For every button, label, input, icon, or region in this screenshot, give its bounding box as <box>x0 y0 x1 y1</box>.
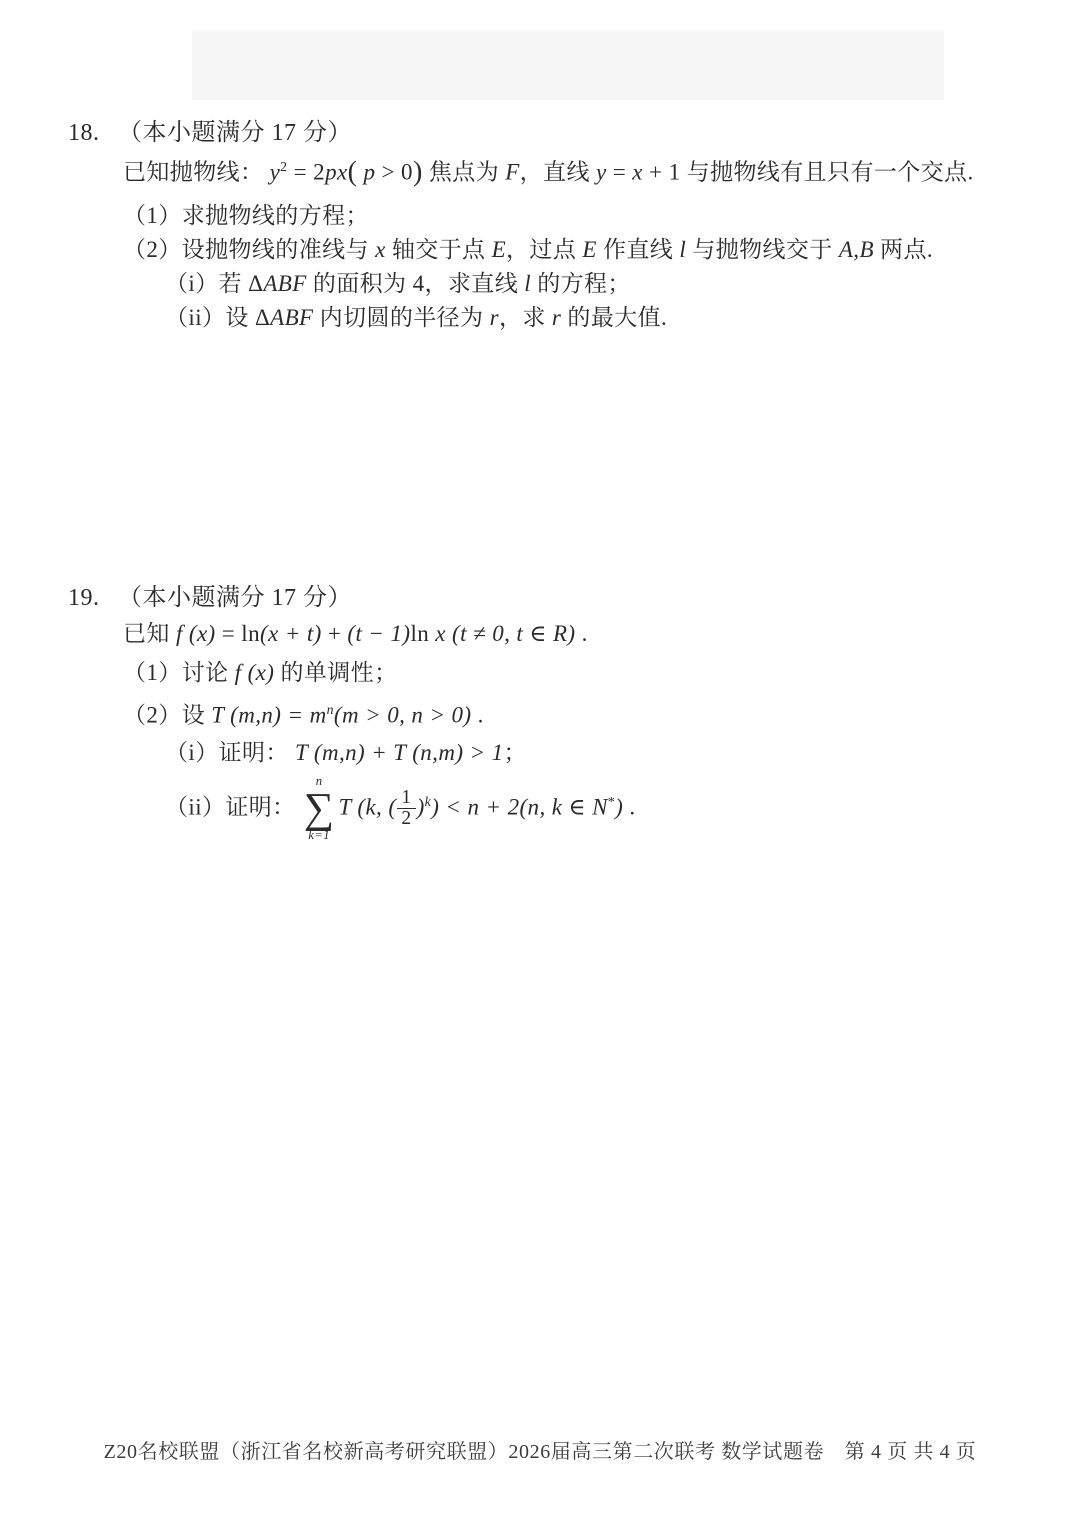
math-token: 2 <box>401 808 412 830</box>
question-19-item-1 <box>123 654 1040 691</box>
math-token: ) <box>615 794 624 820</box>
math-token: x <box>375 236 386 262</box>
math-token: A,B <box>838 236 874 262</box>
math-token: . <box>575 621 588 646</box>
math-token: > 0 <box>381 159 413 185</box>
question-18-number: 18. <box>68 120 100 146</box>
question-19 <box>68 581 1040 843</box>
math-token: p <box>357 159 382 185</box>
math-token: * <box>607 793 616 809</box>
math-token: = ln <box>215 621 260 646</box>
question-19-sub-i <box>165 734 1040 771</box>
math-token: ，过点 <box>506 236 583 262</box>
math-token: E <box>491 236 507 262</box>
math-token: 已知抛物线： <box>123 159 270 185</box>
question-18 <box>68 116 1040 335</box>
math-token: (t − 1) <box>347 621 411 646</box>
math-token: Δ <box>254 304 271 330</box>
math-token: 焦点为 <box>422 159 506 185</box>
question-19-header <box>68 581 1040 615</box>
math-token: ，求 <box>498 304 552 330</box>
math-token: 的面积为 4，求直线 <box>306 270 525 296</box>
math-token: l <box>524 270 532 296</box>
math-token <box>397 788 415 830</box>
math-token: x <box>632 159 643 185</box>
question-18-item-1 <box>123 199 1040 233</box>
math-token: （2）设 <box>123 702 212 728</box>
math-token: （2）设抛物线的准线与 <box>123 236 376 262</box>
math-token: ； <box>503 739 527 765</box>
math-token: T (k, ( <box>338 794 397 820</box>
math-token: 与抛物线有且只有一个交点. <box>686 159 974 185</box>
math-token: （i）若 <box>165 270 249 296</box>
math-token: x (t ≠ 0, t ∈ R) <box>435 621 576 646</box>
math-token: Δ <box>248 270 264 296</box>
math-token: r <box>551 304 562 330</box>
math-token: 与抛物线交于 <box>686 236 839 262</box>
math-token: y <box>269 159 281 185</box>
math-token: 的方程； <box>531 270 631 296</box>
math-token: （i）证明： <box>165 739 295 765</box>
question-18-sub-i <box>165 267 1040 301</box>
math-token: n <box>315 773 323 788</box>
math-token: （ii）设 <box>165 304 255 330</box>
question-18-sub-ii <box>165 301 1040 335</box>
math-token: r <box>489 304 499 330</box>
math-token: T (m,n) = m <box>211 702 327 728</box>
math-token: = <box>606 159 633 185</box>
math-token: (x + t) <box>260 621 322 646</box>
math-token: px <box>325 159 348 185</box>
math-token: 1 <box>397 788 415 810</box>
math-token: f (x) <box>175 621 216 646</box>
math-token: (m > 0, n > 0) <box>333 702 472 728</box>
math-token: + 1 <box>642 159 687 185</box>
math-token: y <box>596 159 607 185</box>
math-token: 已知 <box>123 621 176 646</box>
math-token: ABF <box>263 270 307 296</box>
math-token: . <box>471 702 484 728</box>
page-footer <box>0 1438 1080 1466</box>
math-token: （1）求抛物线的方程； <box>123 202 369 228</box>
math-token: + <box>321 621 348 646</box>
math-token: f (x) <box>234 660 275 685</box>
question-18-intro-line <box>123 150 1040 190</box>
math-token: ) < n + 2(n, k ∈ N <box>431 794 608 820</box>
question-19-number: 19. <box>68 585 100 611</box>
math-token: 的最大值. <box>561 304 668 330</box>
math-token: ln <box>410 621 436 646</box>
question-19-intro-line <box>123 615 1040 652</box>
math-token: 两点. <box>873 236 934 262</box>
watermark-band <box>192 30 944 100</box>
math-token: l <box>679 236 687 262</box>
math-token: 轴交于点 <box>385 236 492 262</box>
question-18-item-2 <box>123 233 1040 267</box>
math-token <box>304 775 335 843</box>
math-token: 内切圆的半径为 <box>313 304 490 330</box>
question-18-score: （本小题满分 17 分） <box>118 120 352 146</box>
math-token: k=1 <box>308 827 330 842</box>
math-token: 作直线 <box>596 236 680 262</box>
question-18-header <box>68 116 1040 150</box>
footer-text: Z20名校联盟（浙江省名校新高考研究联盟）2026届高三第二次联考 数学试题卷 第 4 页 共 4 页 <box>103 1441 977 1463</box>
math-token: E <box>582 236 597 262</box>
math-token: （ii）证明： <box>165 794 302 820</box>
math-token: ∑ <box>303 784 335 832</box>
math-token: = 2 <box>287 159 326 185</box>
math-token: ) <box>412 156 423 188</box>
math-token: ABF <box>270 304 314 330</box>
math-token: 2 <box>280 159 288 174</box>
math-token: ( <box>347 156 358 188</box>
question-19-sub-ii <box>165 775 1040 843</box>
math-token: T (m,n) + T (n,m) > 1 <box>294 739 504 765</box>
question-19-score: （本小题满分 17 分） <box>118 585 352 611</box>
question-19-item-2 <box>123 691 1040 734</box>
math-token: . <box>623 794 636 820</box>
math-token: k <box>424 793 432 809</box>
math-token: n <box>326 702 334 717</box>
math-token: ，直线 <box>519 159 597 185</box>
math-token: 的单调性； <box>274 660 398 685</box>
math-token: （1）讨论 <box>123 660 235 685</box>
math-token: F <box>505 159 520 185</box>
math-token: ) <box>416 794 425 820</box>
